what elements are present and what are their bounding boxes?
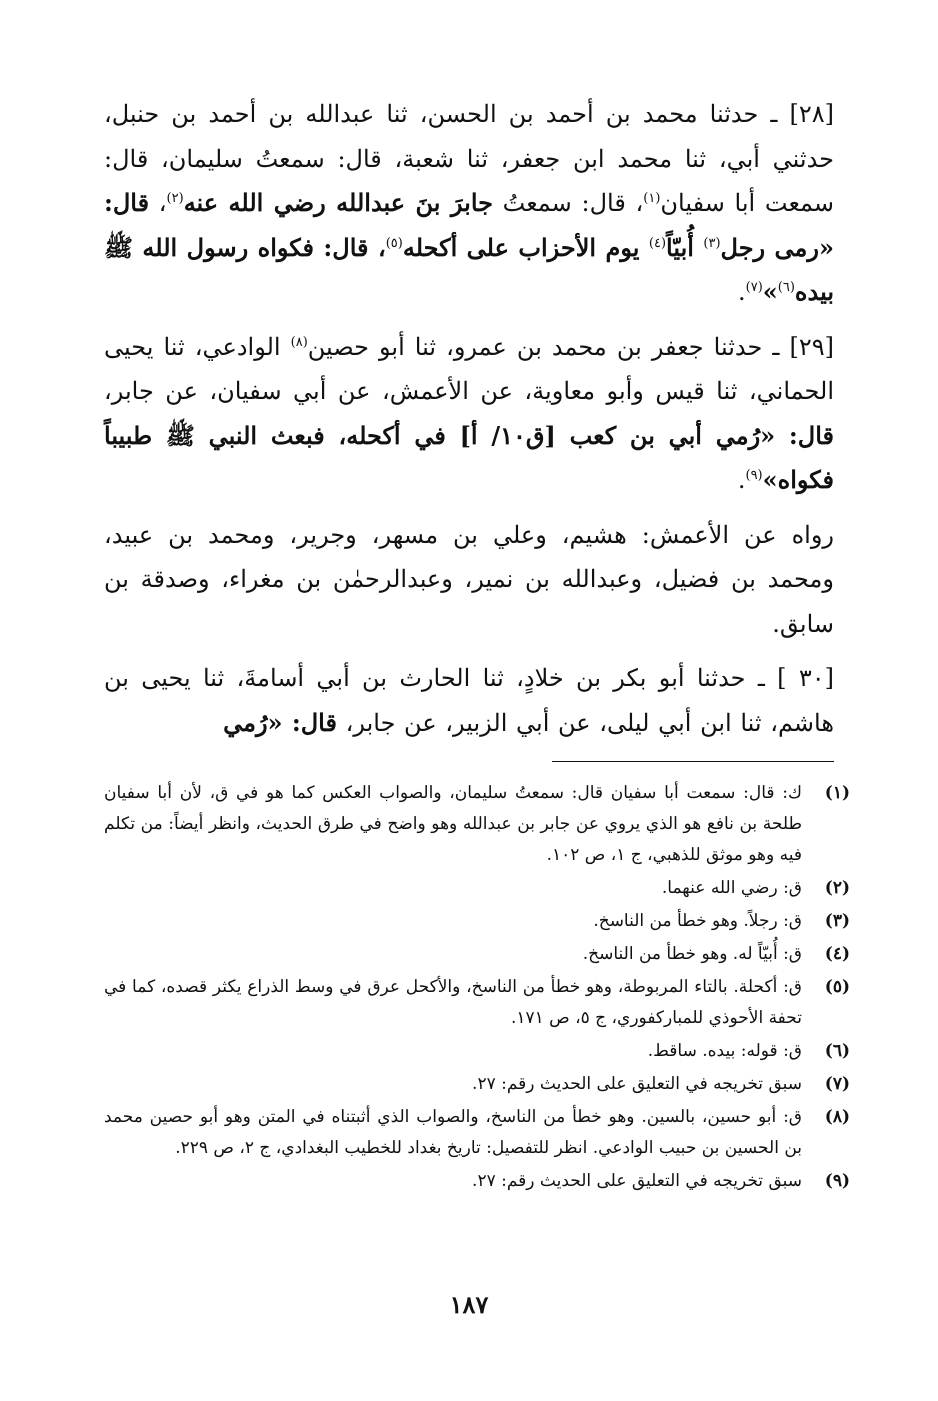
text-run: رواه عن الأعمش: هشيم، وعلي بن مسهر، وجرير، ومحمد بن عبيد، ومحمد بن فضيل، وعبدالله بن نمير، وعبدالرحمٰن بن مغراء، وصدقة بن سابق.	[104, 520, 834, 638]
text-run: ، قال: سمعتُ	[492, 189, 644, 217]
footnote	[104, 778, 850, 871]
footnote	[104, 1069, 850, 1100]
footnote-ref: (٣)	[703, 235, 721, 251]
footnote-text: ق: رجلاً. وهو خطأ من الناسخ.	[593, 911, 802, 931]
bold-text: قال: «رُمي أبي بن كعب [ق١٠/ أ] في أكحله، فبعث النبي ﷺ طبيباً فكواه»	[104, 420, 835, 494]
footnote-text: ق: قوله: بيده. ساقط.	[647, 1041, 802, 1061]
main-text	[104, 92, 834, 755]
footnote	[104, 939, 850, 970]
text-run: [٢٩] ـ حدثنا جعفر بن محمد بن عمرو، ثنا أبو حصين	[307, 332, 835, 361]
footnote	[104, 873, 850, 904]
footnote-ref: (٩)	[745, 468, 763, 483]
footnote-text: ق: رضي الله عنهما.	[661, 878, 802, 898]
footnote-number: (٨)	[824, 1107, 850, 1127]
bold-text: أُبيّاً	[666, 232, 704, 262]
footnote	[104, 1166, 850, 1197]
footnote-separator	[552, 761, 834, 762]
footnote-number: (٩)	[824, 1171, 850, 1191]
bold-text: ، قال: فكواه رسول الله ﷺ بيده	[104, 232, 834, 306]
text-run: .	[737, 278, 746, 306]
footnote-ref: (١)	[643, 191, 661, 206]
footnote-number: (١)	[824, 783, 850, 803]
bold-text: قال: «رُمي	[223, 707, 337, 737]
hadith-30	[104, 656, 834, 745]
text-run: [٣٠ ] ـ حدثنا أبو بكر بن خلادٍ، ثنا الحارث بن أبي أسامةَ، ثنا يحيى بن هاشم، ثنا ابن أبي ليلى، عن أبي الزبير، عن جابر،	[104, 664, 834, 737]
footnote-ref: (٨)	[290, 334, 308, 350]
footnote-ref: (٧)	[745, 280, 763, 295]
footnote-number: (٧)	[824, 1074, 850, 1094]
text-run: .	[737, 466, 746, 494]
footnote-text: ك: قال: سمعت أبا سفيان قال: سمعتُ سليمان، والصواب العكس كما هو في ق، لأن أبا سفيان طلحة بن نافع هو الذي يروي عن جابر بن عبدالله وهو واضح في طرق الحديث، وانظر أيضاً: من تكلم فيه وهو موثق للذهبي، ج ١، ص ١٠٢.	[104, 783, 802, 865]
bold-text: »	[762, 277, 778, 306]
narration-note	[104, 513, 834, 647]
footnote-text: سبق تخريجه في التعليق على الحديث رقم: ٢٧.	[472, 1171, 802, 1191]
footnote	[104, 1102, 850, 1164]
footnote-ref: (٥)	[385, 235, 403, 251]
footnote-number: (٢)	[824, 878, 850, 898]
text-run: ،	[149, 189, 167, 217]
footnote-number: (٣)	[824, 911, 850, 931]
hadith-28	[104, 92, 834, 315]
footnote-text: ق: أُبيّاً له. وهو خطأ من الناسخ.	[582, 944, 802, 964]
footnotes	[104, 778, 850, 1199]
footnote-text: ق: أكحلة. بالتاء المربوطة، وهو خطأ من الناسخ، والأكحل عرق في وسط الذراع يكثر قصده، كما في تحفة الأحوذي للمباركفوري، ج ٥، ص ١٧١.	[104, 977, 802, 1028]
footnote	[104, 906, 850, 937]
footnote-text: سبق تخريجه في التعليق على الحديث رقم: ٢٧.	[472, 1074, 802, 1094]
footnote-text: ق: أبو حسين، بالسين. وهو خطأ من الناسخ، والصواب الذي أثبتناه في المتن وهو أبو حصين محمد بن الحسين بن حبيب الوادعي. انظر للتفصيل: تاريخ بغداد للخطيب البغدادي، ج ٢، ص ٢٢٩.	[104, 1107, 802, 1158]
footnote	[104, 972, 850, 1034]
text-run: الوادعي، ثنا يحيى الحماني، ثنا قيس وأبو معاوية، عن الأعمش، عن أبي سفيان، عن جابر،	[104, 332, 834, 405]
bold-text: يوم الأحزاب على أكحله	[402, 232, 649, 262]
bold-text: قال: «رمى رجل	[104, 188, 835, 262]
hadith-29	[104, 325, 834, 503]
footnote-number: (٦)	[824, 1041, 850, 1061]
footnote-ref: (٤)	[648, 235, 667, 251]
footnote-number: (٥)	[824, 977, 850, 997]
bold-text: جابرَ بنَ عبدالله رضي الله عنه	[183, 188, 493, 217]
footnote-ref: (٢)	[166, 191, 184, 206]
footnote	[104, 1036, 850, 1067]
footnote-number: (٤)	[824, 944, 850, 964]
page-number: ١٨٧	[449, 1290, 489, 1319]
text-run: [٢٨] ـ حدثنا محمد بن أحمد بن الحسن، ثنا عبدالله بن أحمد بن حنبل، حدثني أبي، ثنا محمد ابن جعفر، ثنا شعبة، قال: سمعتُ سليمان، قال: سمعت أبا سفيان	[104, 100, 835, 217]
footnote-ref: (٦)	[777, 280, 795, 295]
